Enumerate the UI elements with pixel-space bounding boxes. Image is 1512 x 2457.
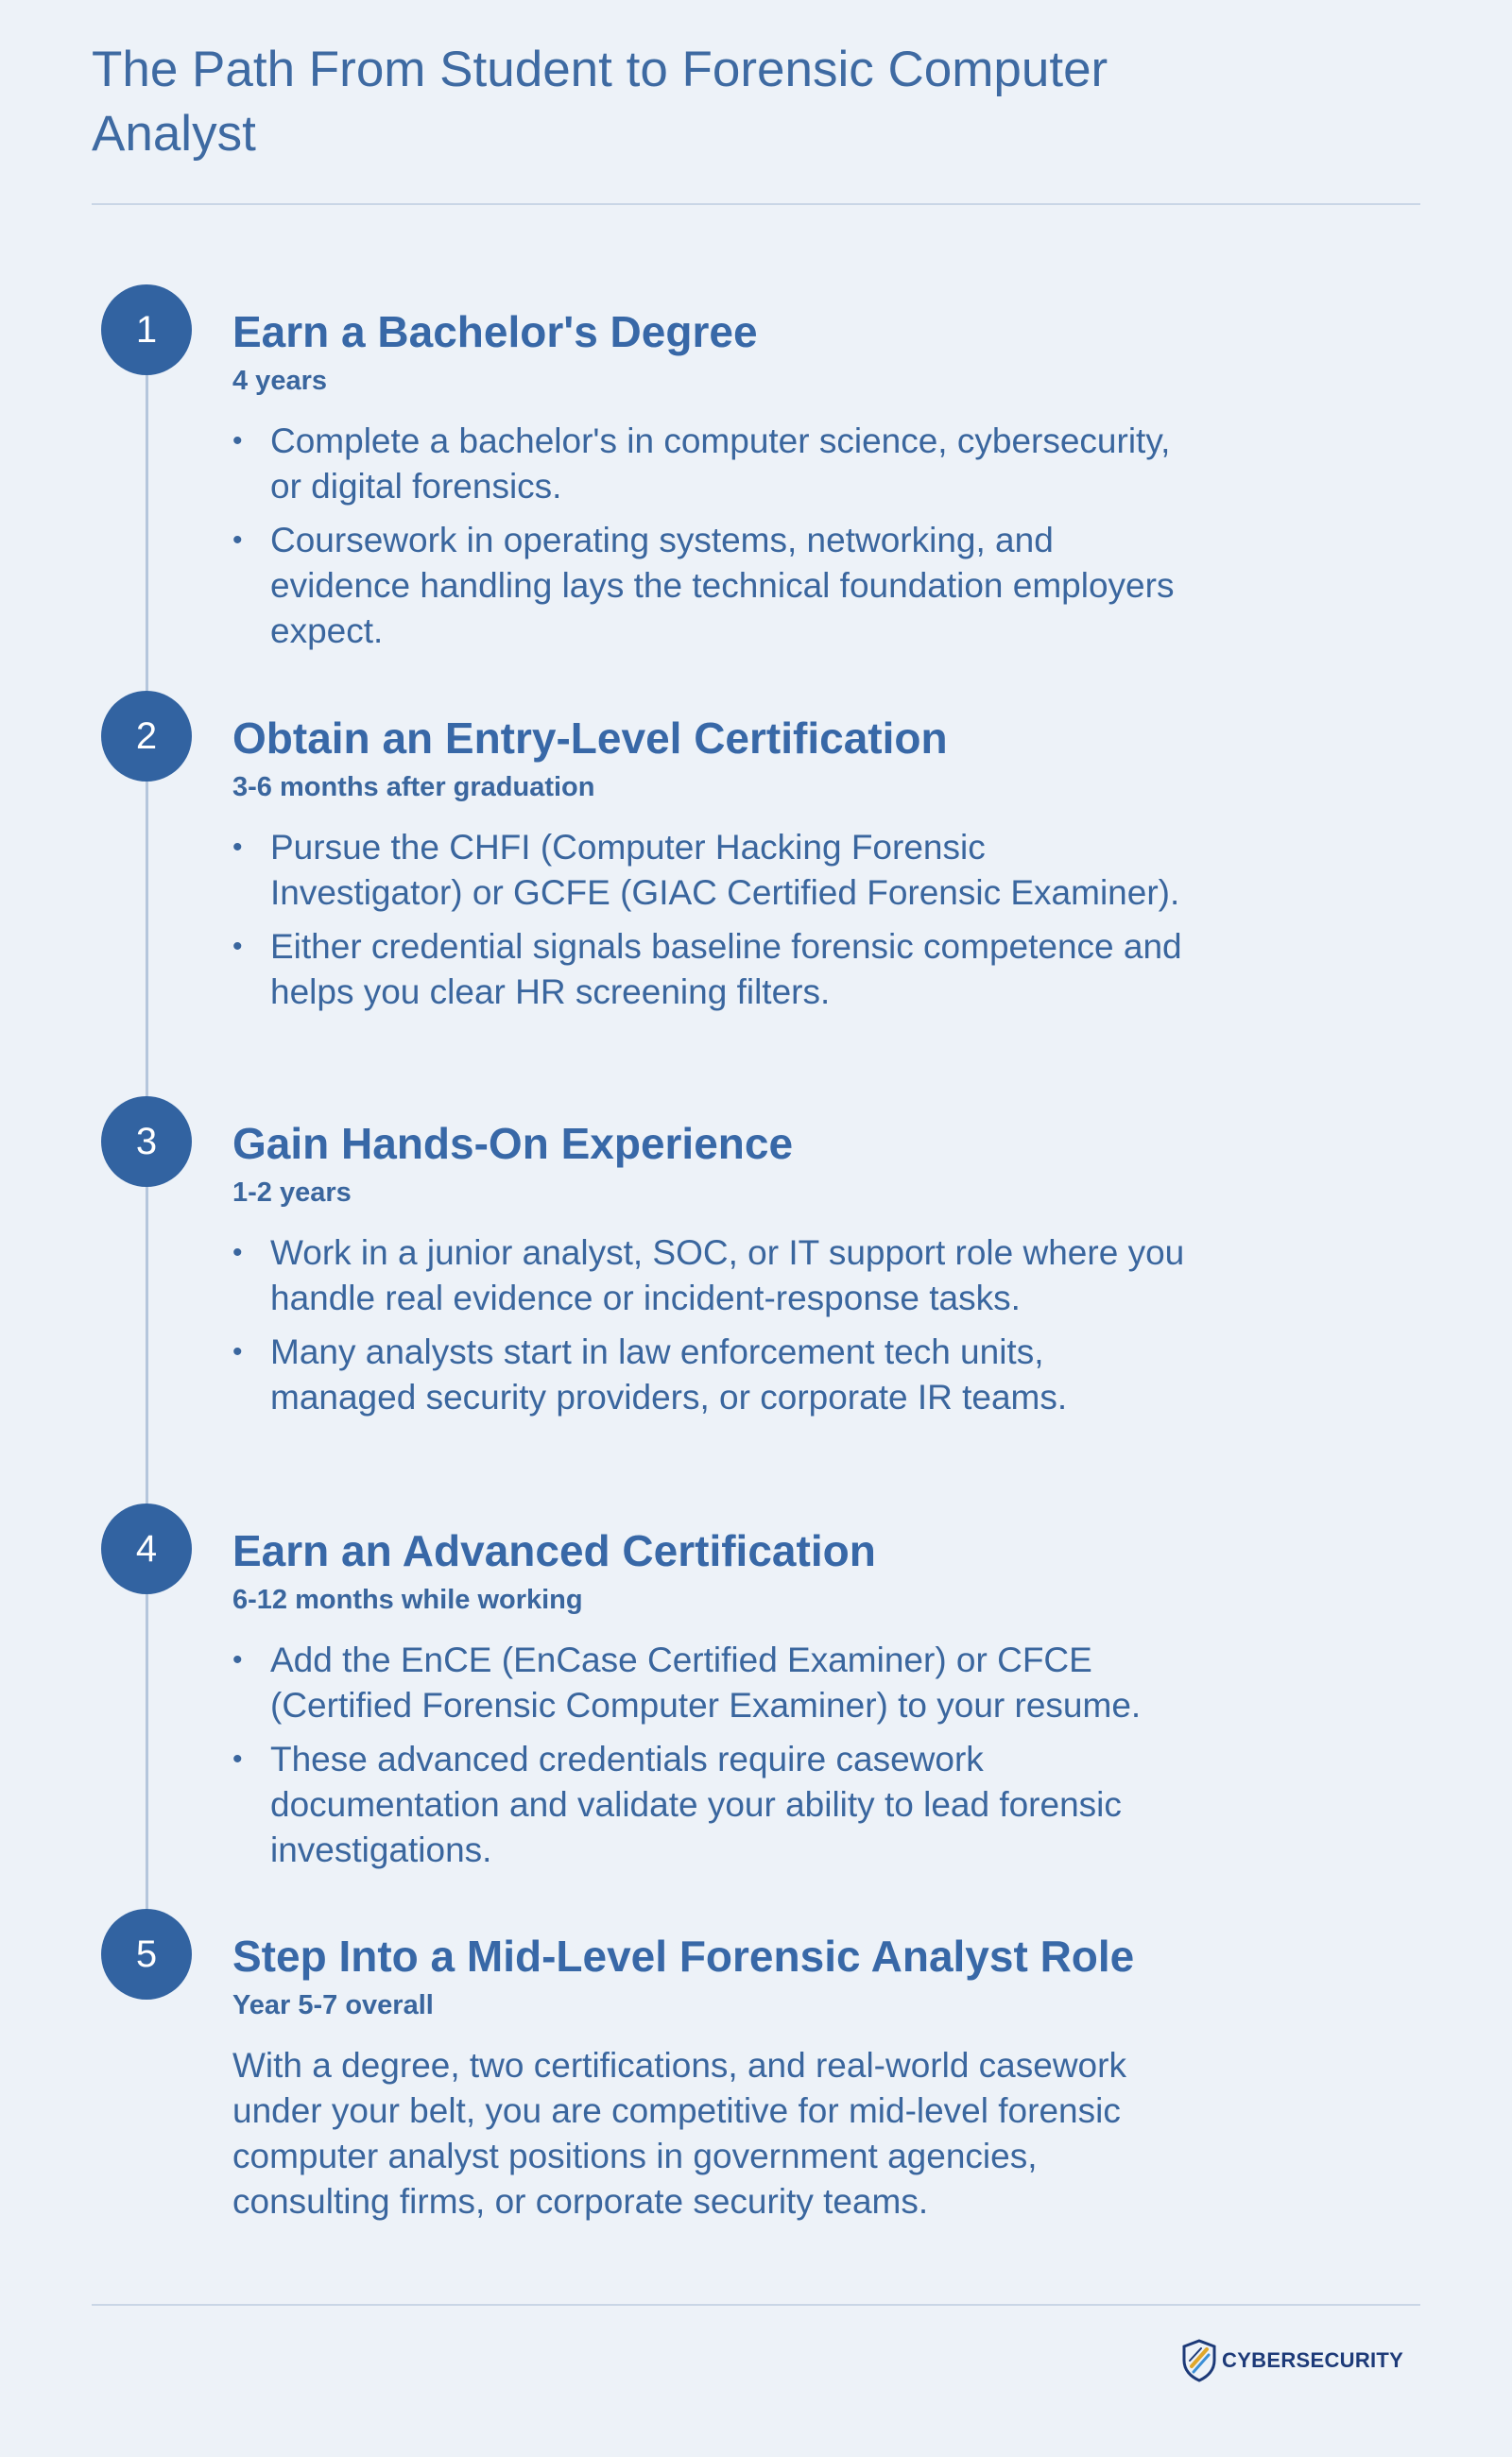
step-bullet-list: [232, 419, 1187, 662]
step-number-badge: 2: [101, 691, 192, 782]
step-duration: 1-2 years: [232, 1177, 352, 1208]
bullet-item: • Add the EnCE (EnCase Certified Examiner) or CFCE (Certified Forensic Computer Examiner) to your resume.: [232, 1638, 1187, 1728]
cybersecurity-logo: [1180, 2334, 1403, 2387]
shield-logo-icon: [1180, 2338, 1218, 2383]
step-title: Obtain an Entry-Level Certification: [232, 713, 948, 763]
step-bullet-list: [232, 1230, 1187, 1429]
bottom-divider: [92, 2304, 1420, 2306]
step-number-badge: 4: [101, 1503, 192, 1594]
bullet-item: • Many analysts start in law enforcement tech units, managed security providers, or corporate IR teams.: [232, 1330, 1187, 1420]
top-divider: [92, 203, 1420, 205]
bullet-item: • Work in a junior analyst, SOC, or IT support role where you handle real evidence or incident-response tasks.: [232, 1230, 1187, 1321]
step-paragraph: With a degree, two certifications, and real-world casework under your belt, you are competitive for mid-level forensic computer analyst positions in government agencies, consulting firms, or corporate security teams.: [232, 2046, 1126, 2221]
bullet-item: • Coursework in operating systems, networking, and evidence handling lays the technical foundation employers expect.: [232, 518, 1187, 654]
step-number-badge: 5: [101, 1909, 192, 2000]
step-bullet-list: [232, 1638, 1187, 1881]
step-duration: 4 years: [232, 366, 327, 396]
step-bullet-list: [232, 825, 1187, 1023]
bullet-item: • Either credential signals baseline forensic competence and helps you clear HR screening filters.: [232, 924, 1187, 1015]
step-number-badge: 1: [101, 284, 192, 375]
logo-wordmark: CYBERSECURITY: [1222, 2348, 1404, 2372]
step-duration: Year 5-7 overall: [232, 1990, 434, 2020]
step-number-badge: 3: [101, 1096, 192, 1187]
bullet-item: • Pursue the CHFI (Computer Hacking Forensic Investigator) or GCFE (GIAC Certified Forensic Examiner).: [232, 825, 1187, 916]
step-title: Step Into a Mid-Level Forensic Analyst Role: [232, 1932, 1135, 1981]
bullet-item: • Complete a bachelor's in computer science, cybersecurity, or digital forensics.: [232, 419, 1187, 509]
step-title: Gain Hands-On Experience: [232, 1119, 794, 1168]
step-title: Earn an Advanced Certification: [232, 1526, 876, 1575]
bullet-item: • These advanced credentials require casework documentation and validate your ability to lead forensic investigations.: [232, 1737, 1187, 1873]
step-duration: 6-12 months while working: [232, 1585, 583, 1615]
step-title: Earn a Bachelor's Degree: [232, 307, 758, 356]
step-duration: 3-6 months after graduation: [232, 772, 595, 802]
page-title: The Path From Student to Forensic Computer Analyst: [92, 42, 1108, 162]
